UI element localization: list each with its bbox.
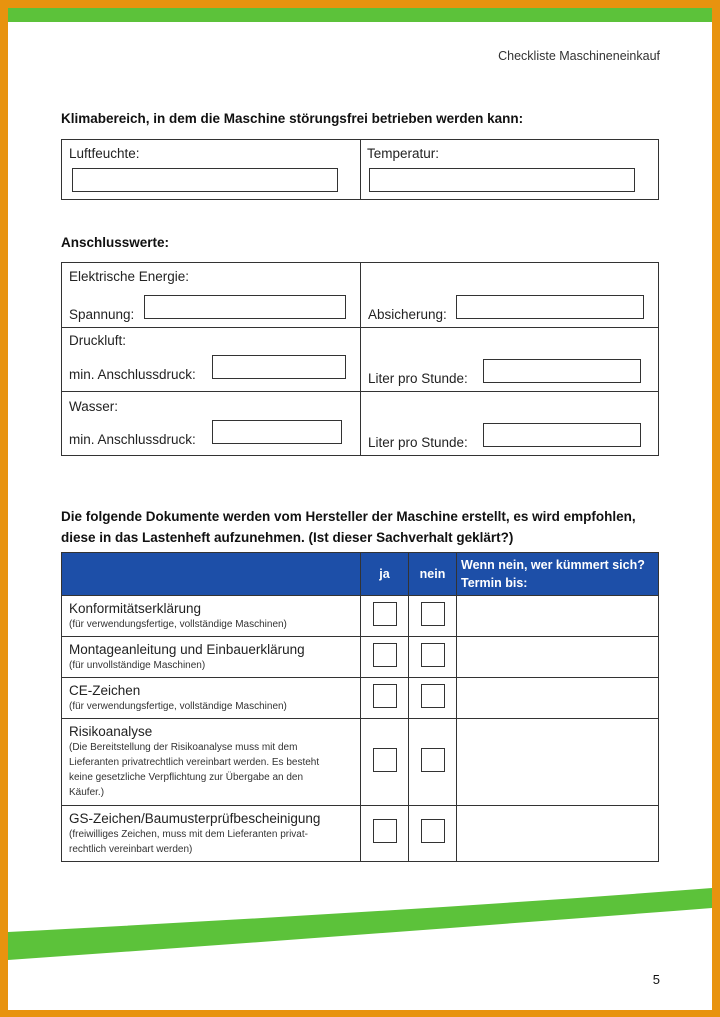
document-responsible-cell[interactable] [457,719,659,806]
document-description-cell [62,806,361,862]
air-right-cell [361,328,659,392]
connections-table [61,262,659,456]
document-title: Risikoanalyse [69,724,153,739]
temperature-cell [361,140,659,200]
document-responsible-cell[interactable] [457,637,659,678]
document-description-cell [62,637,361,678]
document-note: keine gesetzliche Verpflichtung zur Übergabe an den [69,772,304,783]
air-flow-label: Liter pro Stunde: [368,371,468,386]
document-row [62,596,659,637]
water-flow-label: Liter pro Stunde: [368,435,468,450]
document-yes-cell [361,637,409,678]
document-row [62,678,659,719]
humidity-field[interactable] [72,168,338,192]
document-note: (freiwilliges Zeichen, muss mit dem Lieferanten privat- [69,829,308,840]
document-no-checkbox[interactable] [421,684,445,708]
electric-heading: Elektrische Energie: [69,269,190,284]
document-note: Käufer.) [69,787,105,798]
humidity-label: Luftfeuchte: [69,146,140,161]
water-flow-field[interactable] [483,423,641,447]
voltage-label: Spannung: [69,307,135,322]
document-row [62,806,659,862]
footer-green-swoosh [8,868,712,968]
column-yes: ja [361,553,409,596]
header-title: Checkliste Maschineneinkauf [498,49,660,63]
document-note: (für verwendungsfertige, vollständige Maschinen) [69,619,287,630]
water-right-cell [361,392,659,456]
document-no-cell [409,806,457,862]
electric-left-cell [62,263,361,328]
document-no-cell [409,637,457,678]
document-description-cell [62,719,361,806]
document-no-cell [409,596,457,637]
humidity-cell [62,140,361,200]
air-left-cell [62,328,361,392]
document-row [62,637,659,678]
column-responsible-line1: Wenn nein, wer kümmert sich? [461,558,645,572]
document-no-cell [409,678,457,719]
document-yes-cell [361,678,409,719]
climate-table [61,139,659,200]
top-green-stripe [8,8,712,22]
document-no-checkbox[interactable] [421,602,445,626]
document-yes-cell [361,596,409,637]
document-responsible-cell[interactable] [457,596,659,637]
documents-title-line1: Die folgende Dokumente werden vom Hersteller der Maschine erstellt, es wird empfohlen, [61,509,636,524]
column-responsible [457,553,659,596]
document-yes-cell [361,806,409,862]
document-description-cell [62,596,361,637]
documents-table [61,552,659,862]
document-no-checkbox[interactable] [421,643,445,667]
documents-title-line2: diese in das Lastenheft aufzunehmen. (Ist dieser Sachverhalt geklärt?) [61,530,514,545]
document-yes-checkbox[interactable] [373,602,397,626]
water-left-cell [62,392,361,456]
air-pressure-field[interactable] [212,355,346,379]
document-responsible-cell[interactable] [457,806,659,862]
document-no-checkbox[interactable] [421,819,445,843]
connections-section-title: Anschlusswerte: [61,235,170,250]
document-title: Montageanleitung und Einbauerklärung [69,642,305,657]
temperature-label: Temperatur: [367,146,440,161]
document-yes-checkbox[interactable] [373,643,397,667]
column-responsible-line2: Termin bis: [461,576,528,590]
document-note: Lieferanten privatrechtlich vereinbart werden. Es besteht [69,757,320,768]
fuse-label: Absicherung: [368,307,447,322]
document-note: (Die Bereitstellung der Risikoanalyse muss mit dem [69,742,298,753]
electric-right-cell [361,263,659,328]
document-title: CE-Zeichen [69,683,141,698]
document-yes-checkbox[interactable] [373,819,397,843]
document-note: rechtlich vereinbart werden) [69,844,193,855]
document-no-cell [409,719,457,806]
document-yes-checkbox[interactable] [373,684,397,708]
water-pressure-field[interactable] [212,420,342,444]
column-no: nein [409,553,457,596]
document-title: GS-Zeichen/Baumusterprüfbescheinigung [69,811,321,826]
document-description-cell [62,678,361,719]
document-no-checkbox[interactable] [421,748,445,772]
water-pressure-label: min. Anschlussdruck: [69,432,196,447]
documents-header-blank [62,553,361,596]
document-note: (für verwendungsfertige, vollständige Maschinen) [69,701,287,712]
air-heading: Druckluft: [69,333,127,348]
document-yes-cell [361,719,409,806]
document-title: Konformitätserklärung [69,601,202,616]
document-note: (für unvollständige Maschinen) [69,660,206,671]
document-row [62,719,659,806]
fuse-field[interactable] [456,295,644,319]
air-pressure-label: min. Anschlussdruck: [69,367,196,382]
water-heading: Wasser: [69,399,119,414]
voltage-field[interactable] [144,295,346,319]
climate-section-title: Klimabereich, in dem die Maschine störungsfrei betrieben werden kann: [61,111,524,126]
page [8,8,712,1010]
document-yes-checkbox[interactable] [373,748,397,772]
air-flow-field[interactable] [483,359,641,383]
page-number: 5 [652,972,660,987]
document-responsible-cell[interactable] [457,678,659,719]
temperature-field[interactable] [369,168,635,192]
